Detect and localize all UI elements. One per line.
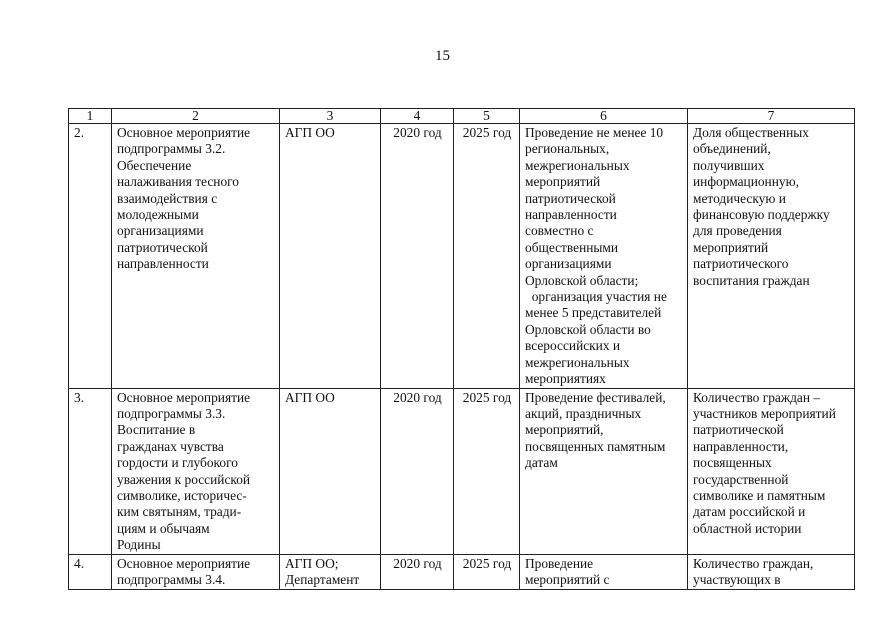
column-header: 5 — [454, 109, 520, 124]
cell-text-line: менее 5 представителей — [525, 305, 662, 321]
cell-text-line: Количество граждан – — [693, 389, 821, 405]
header-row — [69, 109, 855, 124]
cell-text-line: государственной — [693, 471, 789, 487]
column-header: 1 — [69, 109, 112, 124]
cell-text-line: подпрограммы 3.4. — [117, 571, 226, 587]
cell-text-line: методическую и — [693, 190, 786, 206]
expected-result-cell — [520, 388, 688, 554]
cell-text-line: организациями — [117, 223, 204, 239]
table-row — [69, 388, 855, 554]
cell-text-line: областной истории — [693, 520, 802, 536]
cell-text-line: межрегиональных — [525, 354, 630, 370]
cell-text-line: участников мероприятий — [693, 405, 836, 421]
cell-text-line: Департамент — [285, 571, 360, 587]
program-table — [68, 108, 855, 590]
cell-text-line: направленности, — [693, 438, 789, 454]
cell-text-line: Орловской области; — [525, 272, 639, 288]
table-row — [69, 554, 855, 589]
cell-text-line: посвященных памятным — [525, 438, 666, 454]
expected-result-cell — [520, 124, 688, 389]
indicator-cell — [688, 124, 855, 389]
cell-text-line: Основное мероприятие — [117, 389, 251, 405]
cell-text-line: взаимодействия с — [117, 190, 218, 206]
column-header: 7 — [688, 109, 855, 124]
end-year-cell: 2025 год — [454, 388, 520, 554]
cell-text-line: межрегиональных — [525, 157, 630, 173]
cell-text-line: гражданах чувства — [117, 438, 224, 454]
cell-text-line: организация участия не — [525, 289, 667, 305]
cell-text-line: подпрограммы 3.2. — [117, 141, 226, 157]
cell-text-line: уважения к российской — [117, 471, 251, 487]
cell-text-line: мероприятий — [525, 174, 601, 190]
column-header: 6 — [520, 109, 688, 124]
page-number: 15 — [435, 48, 450, 64]
executor-cell — [280, 388, 381, 554]
cell-text-line: Орловской области во — [525, 321, 651, 337]
cell-text-line: гордости и глубокого — [117, 455, 238, 471]
cell-text-line: молодежными — [117, 207, 199, 223]
cell-text-line: Количество граждан, — [693, 555, 814, 571]
row-number-cell: 3. — [69, 388, 112, 554]
start-year-cell: 2020 год — [381, 124, 454, 389]
cell-text-line: Основное мероприятие — [117, 555, 251, 571]
cell-text-line: АГП ОО — [285, 389, 335, 405]
cell-text-line: подпрограммы 3.3. — [117, 405, 226, 421]
cell-text-line: циям и обычаям — [117, 520, 210, 536]
column-header: 3 — [280, 109, 381, 124]
cell-text-line: всероссийских и — [525, 338, 621, 354]
row-number-cell: 4. — [69, 554, 112, 589]
cell-text-line: направленности — [525, 207, 617, 223]
start-year-cell: 2020 год — [381, 388, 454, 554]
cell-text-line: направленности — [117, 256, 209, 272]
cell-text-line: символике и памятным — [693, 487, 826, 503]
cell-text-line: региональных, — [525, 141, 610, 157]
cell-text-line: мероприятий, — [525, 422, 604, 438]
indicator-cell — [688, 554, 855, 589]
cell-text-line: налаживания тесного — [117, 174, 239, 190]
cell-text-line: организациями — [525, 256, 612, 272]
cell-text-line: воспитания граждан — [693, 272, 810, 288]
cell-text-line: Родины — [117, 537, 161, 553]
indicator-cell — [688, 388, 855, 554]
cell-text-line: ким святыням, тради- — [117, 504, 242, 520]
cell-text-line: АГП ОО — [285, 125, 335, 140]
table-body — [69, 124, 855, 590]
cell-text-line: Воспитание в — [117, 422, 196, 438]
end-year-cell: 2025 год — [454, 124, 520, 389]
cell-text-line: информационную, — [693, 174, 799, 190]
cell-text-line: Обеспечение — [117, 157, 192, 173]
expected-result-cell — [520, 554, 688, 589]
event-cell — [112, 124, 280, 389]
event-cell — [112, 554, 280, 589]
cell-text-line: акций, праздничных — [525, 405, 642, 421]
cell-text-line: для проведения — [693, 223, 782, 239]
column-header: 4 — [381, 109, 454, 124]
cell-text-line: получивших — [693, 157, 765, 173]
cell-text-line: объединений, — [693, 141, 771, 157]
cell-text-line: патриотической — [693, 422, 784, 438]
cell-text-line: Проведение фестивалей, — [525, 389, 666, 405]
end-year-cell: 2025 год — [454, 554, 520, 589]
cell-text-line: совместно с — [525, 223, 594, 239]
cell-text-line: патриотической — [117, 239, 208, 255]
cell-text-line: Основное мероприятие — [117, 125, 251, 140]
cell-text-line: Проведение не менее 10 — [525, 125, 664, 140]
executor-cell — [280, 124, 381, 389]
cell-text-line: патриотического — [693, 256, 789, 272]
table-row — [69, 124, 855, 389]
cell-text-line: посвященных — [693, 455, 772, 471]
cell-text-line: мероприятиях — [525, 371, 606, 387]
cell-text-line: датам российской и — [693, 504, 806, 520]
cell-text-line: Доля общественных — [693, 125, 809, 140]
cell-text-line: мероприятий — [693, 239, 769, 255]
column-header: 2 — [112, 109, 280, 124]
cell-text-line: АГП ОО; — [285, 555, 339, 571]
cell-text-line: общественными — [525, 239, 619, 255]
cell-text-line: участвующих в — [693, 571, 781, 587]
cell-text-line: патриотической — [525, 190, 616, 206]
cell-text-line: финансовую поддержку — [693, 207, 830, 223]
cell-text-line: датам — [525, 455, 558, 471]
cell-text-line: символике, историчес- — [117, 487, 247, 503]
row-number-cell: 2. — [69, 124, 112, 389]
cell-text-line: мероприятий с — [525, 571, 610, 587]
event-cell — [112, 388, 280, 554]
cell-text-line: Проведение — [525, 555, 594, 571]
executor-cell — [280, 554, 381, 589]
start-year-cell: 2020 год — [381, 554, 454, 589]
